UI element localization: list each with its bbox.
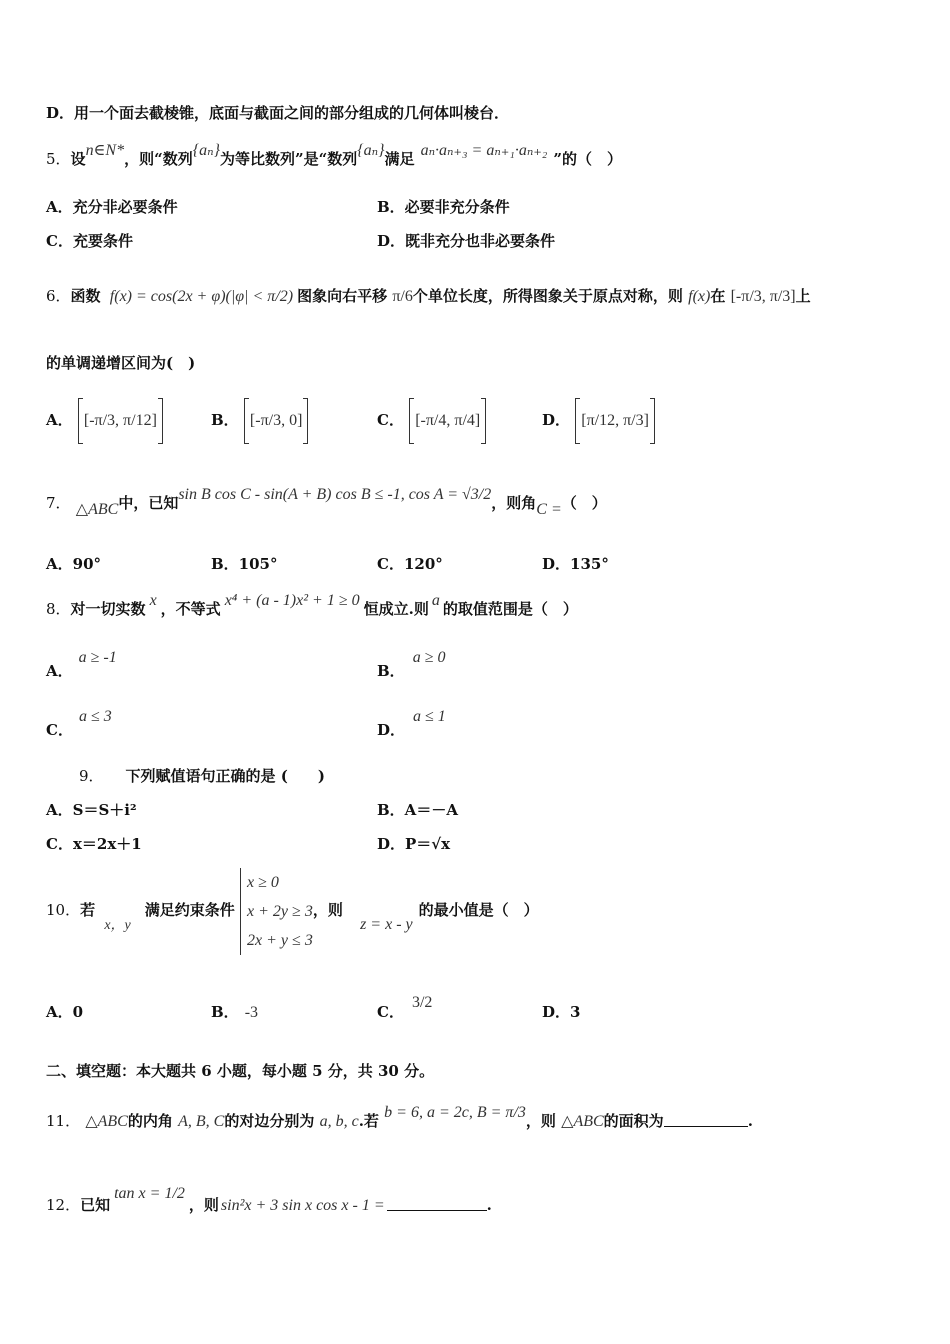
q8-text-1: 对一切实数 [70,600,146,618]
q6-text-5: 上 [795,287,811,305]
q10-option-a [46,1001,83,1022]
q10-option-d [542,1001,580,1022]
q9-option-c: C．x＝2x＋1 [46,835,142,853]
q10-option-a-value: 0 [72,1003,84,1021]
q8-option-b-value: a ≥ 0 [412,649,446,666]
q10-option-b [211,1001,258,1022]
q6-option-d-label: D． [542,411,571,429]
q5-text-3: 为等比数列”是“数列 [220,150,358,168]
q7-option-c: C．120° [377,555,443,573]
q8-option-c-value: a ≤ 3 [78,708,112,725]
q12-text-3: . [486,1196,492,1214]
q6-option-c [377,397,486,444]
q6-math-1: f(x) = cos(2x + φ)(|φ| < π/2) [109,288,294,305]
q6-option-a [46,397,163,444]
q11-number: 11． [46,1112,81,1130]
q7-text-1: 中，已知 [118,494,179,512]
q11-text-4: ，则 [525,1112,556,1130]
q10-math-1: x，y [104,918,131,933]
q5-option-b: B．必要非充分条件 [377,198,510,216]
section-2-heading: 二、填空题：本大题共 6 小题，每小题 5 分，共 30 分。 [46,1062,435,1080]
q5-math-4: aₙ·aₙ₊₃ = aₙ₊₁·aₙ₊₂ [420,142,548,159]
q10-math-2: z = x - y [360,916,413,933]
q7-text-2: ，则角 [491,494,537,512]
q10-constraint-3: 2x + y ≤ 3 [247,931,313,949]
q11-text-6: . [747,1112,753,1130]
q10-text-3: ，则 [312,901,343,919]
q11-text-1: 的内角 [127,1112,173,1130]
q6-option-c-value: [-π/4, π/4] [409,398,486,444]
q7-stem [46,480,607,527]
q10-constraint-2: x + 2y ≥ 3 [247,902,313,920]
q12-answer-blank[interactable] [387,1210,487,1211]
q10-text-4: 的最小值是（ ） [418,901,539,919]
q9-option-a: A．S＝S＋i² [46,801,137,819]
q5-number: 5． [46,150,71,168]
q8-math-1: x [149,592,157,609]
q5-text-2: ，则“数列 [124,150,193,168]
q10-option-a-label: A． [46,1003,73,1021]
q8-option-d [377,708,446,740]
q6-option-b [211,397,308,444]
q10-option-c-label: C． [377,1003,404,1021]
q6-math-4: [-π/3, π/3] [730,288,796,305]
q7-option-d: D．135° [542,555,609,573]
q6-option-a-value: [-π/3, π/12] [78,398,163,444]
q11-math-2: A, B, C [178,1113,225,1130]
q5-math-2: {aₙ} [192,142,220,159]
q8-option-b-label: B． [377,662,405,680]
q8-text-2: ，不等式 [160,600,221,618]
q5-text-1: 设 [70,150,86,168]
q6-text-4: 在 [710,287,726,305]
q6-stem [46,270,811,323]
q6-text-1: 函数 [70,287,101,305]
q6-option-b-value: [-π/3, 0] [244,398,309,444]
q8-option-c [46,708,112,740]
q8-option-a [46,649,117,681]
q12-stem [46,1185,492,1215]
q12-text-1: 已知 [80,1196,111,1214]
q10-option-b-label: B． [211,1003,239,1021]
q8-option-b [377,649,446,681]
q11-text-3: .若 [358,1112,379,1130]
q6-text-3: 个单位长度，所得图象关于原点对称，则 [412,287,683,305]
q9-stem [79,765,325,786]
q6-math-2: π/6 [392,288,413,305]
q8-math-2: x⁴ + (a - 1)x² + 1 ≥ 0 [224,592,360,609]
q11-math-4: b = 6, a = 2c, B = π/3 [384,1104,526,1121]
q9-text: 下列赋值语句正确的是 ( ) [125,767,325,785]
q12-math-2: sin²x + 3 sin x cos x - 1 = [220,1197,385,1214]
q10-text-2: 满足约束条件 [144,901,235,919]
q4-option-d: D．用一个面去截棱锥，底面与截面之间的部分组成的几何体叫棱台． [46,104,510,122]
q7-math-1: △ABC [75,501,119,518]
q11-text-2: 的对边分别为 [224,1112,315,1130]
q8-option-d-label: D． [377,721,406,739]
q5-option-d: D．既非充分也非必要条件 [377,232,556,250]
q10-option-c [377,994,433,1022]
q9-number: 9． [79,767,104,785]
q6-option-d [542,397,655,444]
q9-option-b: B．A＝－A [377,801,458,819]
q8-math-3: a [431,592,440,609]
q6-option-b-label: B． [211,411,239,429]
q10-option-b-value: -3 [244,1004,259,1021]
q8-option-c-label: C． [46,721,73,739]
q5-text-5: ”的（ ） [553,150,622,168]
q9-option-d: D．P＝√x [377,835,451,853]
q8-option-a-value: a ≥ -1 [78,649,117,666]
q12-text-2: ，则 [188,1196,219,1214]
q8-text-3: 恒成立.则 [363,600,429,618]
q6-option-a-label: A． [46,411,73,429]
q11-stem [46,1104,753,1131]
q12-math-1: tan x = 1/2 [114,1185,185,1202]
q6-text-2: 图象向右平移 [297,287,388,305]
q7-math-2: sin B cos C - sin(A + B) cos B ≤ -1, cos A = √3/2 [178,486,492,503]
q10-option-c-value: 3/2 [411,994,433,1011]
q8-option-a-label: A． [46,662,73,680]
q10-option-d-label: D． [542,1003,571,1021]
q12-number: 12． [46,1196,81,1214]
q6-number: 6． [46,287,71,305]
q5-math-1: n∈N* [85,142,125,159]
q11-math-3: a, b, c [319,1113,359,1130]
q7-text-3: （ ） [561,494,607,512]
q11-text-5: 的面积为 [603,1112,664,1130]
q5-math-3: {aₙ} [357,142,385,159]
q10-text-1: 若 [80,901,96,919]
q8-option-d-value: a ≤ 1 [413,708,446,725]
q7-number: 7． [46,494,71,512]
q5-stem [46,142,622,169]
q8-stem [46,592,578,619]
q11-math-5: △ABC [561,1113,604,1130]
q7-option-a: A．90° [46,555,102,573]
q5-option-c: C．充要条件 [46,232,133,250]
q10-option-d-value: 3 [570,1003,581,1021]
q6-option-d-value: [π/12, π/3] [575,398,655,444]
q6-math-3: f(x) [688,288,711,305]
q7-option-b: B．105° [211,555,278,573]
q10-constraint-system [240,868,313,955]
q10-constraint-1: x ≥ 0 [247,873,279,891]
q8-number: 8． [46,600,71,618]
q6-option-c-label: C． [377,411,404,429]
q7-math-3: C = [536,501,562,518]
q10-number: 10． [46,901,81,919]
q11-answer-blank[interactable] [664,1126,748,1127]
q5-text-4: 满足 [384,150,415,168]
q8-text-4: 的取值范围是（ ） [442,600,578,618]
q11-math-1: △ABC [85,1113,128,1130]
q5-option-a: A．充分非必要条件 [46,198,178,216]
q6-stem-cont: 的单调递增区间为( ) [46,354,196,372]
q10-stem [46,866,539,956]
